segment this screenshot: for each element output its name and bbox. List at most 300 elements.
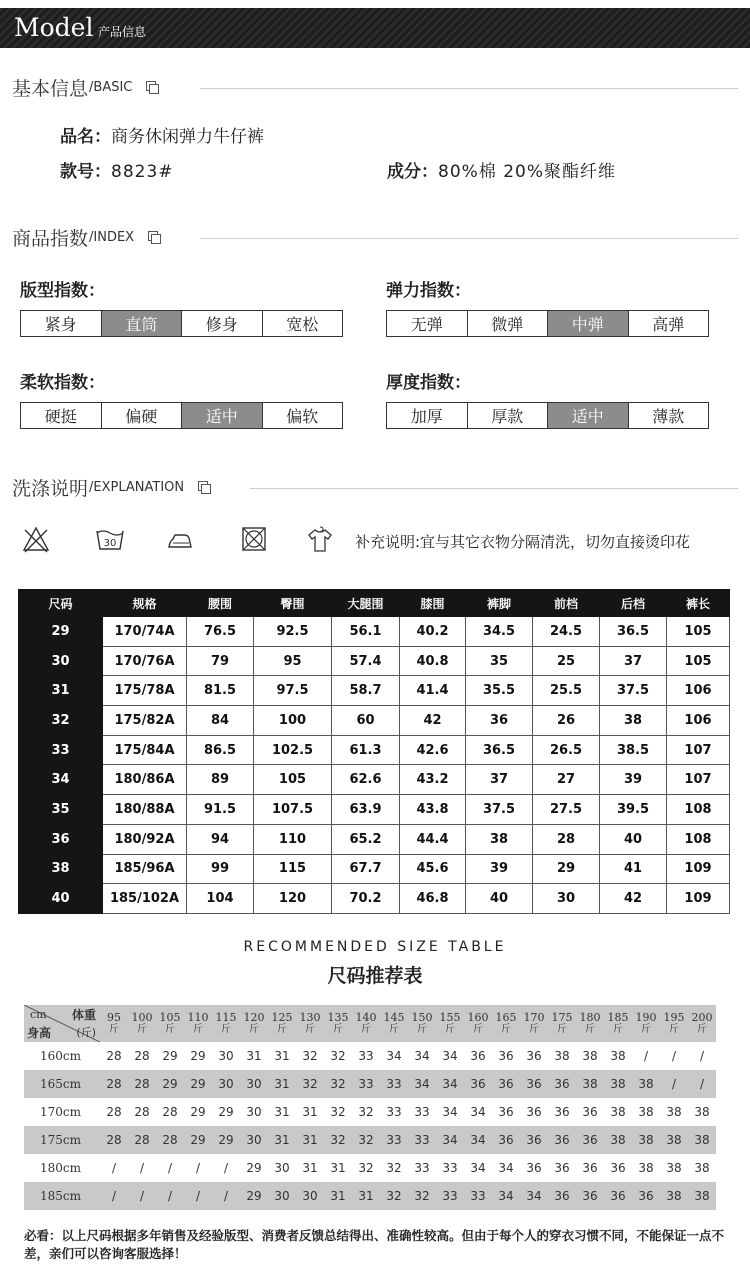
size-recommendation-cell: 36 — [548, 1126, 576, 1154]
weight-value: 145 — [383, 1010, 405, 1024]
size-recommendation-cell: 29 — [240, 1182, 268, 1210]
weight-value: 175 — [551, 1010, 573, 1024]
table-cell: 58.7 — [332, 676, 400, 706]
size-cell: 33 — [19, 735, 103, 765]
size-recommendation-cell: 38 — [604, 1126, 632, 1154]
size-cell: 32 — [19, 706, 103, 736]
size-recommendation-cell: 28 — [134, 1105, 150, 1119]
softness-option: 硬挺 — [21, 403, 102, 428]
size-recommendation-cell: 36 — [554, 1161, 570, 1175]
weight-value: 110 — [187, 1010, 209, 1024]
size-recommendation-cell: 38 — [688, 1182, 716, 1210]
header-title-cn: 产品信息 — [98, 25, 147, 39]
table-cell: 94 — [187, 824, 254, 854]
table-cell: 91.5 — [187, 795, 254, 825]
weight-header-cell — [268, 1005, 296, 1042]
weight-unit: 斤 — [249, 1023, 259, 1035]
thickness-option: 厚款 — [468, 403, 549, 428]
table-cell: 57.4 — [332, 646, 400, 676]
recommend-title-en: RECOMMENDED SIZE TABLE — [243, 939, 507, 955]
size-recommendation-cell: 38 — [582, 1049, 598, 1063]
size-table-header-cell: 尺码 — [19, 590, 103, 617]
table-cell: 175/84A — [103, 735, 187, 765]
size-recommendation-cell: 38 — [694, 1161, 710, 1175]
table-cell: 109 — [667, 884, 730, 914]
table-cell: 37.5 — [466, 795, 533, 825]
size-recommendation-cell: 38 — [666, 1105, 682, 1119]
corner-unit: cm — [30, 1008, 47, 1021]
table-cell: 70.2 — [332, 884, 400, 914]
weight-unit: 斤 — [613, 1023, 623, 1035]
table-cell: 34.5 — [466, 617, 533, 647]
table-row — [19, 706, 730, 736]
size-recommendation-cell: 32 — [324, 1070, 352, 1098]
table-cell: 105 — [667, 646, 730, 676]
no-tumble-dry-icon — [240, 525, 268, 553]
size-recommendation-cell: 33 — [358, 1049, 374, 1063]
size-recommendation-cell: 28 — [128, 1070, 156, 1098]
table-cell: 39 — [466, 854, 533, 884]
size-cell: 30 — [19, 646, 103, 676]
weight-value: 135 — [327, 1010, 349, 1024]
fit-index-label: 版型指数： — [20, 281, 105, 301]
size-recommendation-cell: 29 — [156, 1070, 184, 1098]
table-row — [19, 854, 730, 884]
weight-header-cell — [380, 1005, 408, 1042]
table-corner — [24, 1005, 100, 1042]
weight-unit: 斤 — [305, 1023, 315, 1035]
table-cell: 105 — [254, 765, 332, 795]
weight-value: 180 — [579, 1010, 601, 1024]
product-code-label: 款号： — [60, 162, 111, 182]
table-row — [19, 646, 730, 676]
size-recommendation-cell: 38 — [638, 1161, 654, 1175]
wash-title-en: /EXPLANATION — [89, 479, 185, 495]
product-name-value: 商务休闲弹力牛仔裤 — [111, 127, 264, 147]
size-recommendation-cell: / — [156, 1182, 184, 1210]
recommend-table — [24, 1005, 716, 1210]
size-recommendation-cell: 33 — [414, 1105, 430, 1119]
weight-header-cell — [520, 1005, 548, 1042]
table-cell: 175/82A — [103, 706, 187, 736]
table-cell: 95 — [254, 646, 332, 676]
size-recommendation-cell: 34 — [442, 1105, 458, 1119]
size-table-header-cell: 腰围 — [187, 590, 254, 617]
table-cell: 67.7 — [332, 854, 400, 884]
table-cell: 29 — [533, 854, 600, 884]
iron-icon — [166, 525, 194, 553]
size-recommendation-cell: 36 — [576, 1182, 604, 1210]
size-recommendation-cell: 34 — [470, 1161, 486, 1175]
size-recommendation-cell: 38 — [554, 1049, 570, 1063]
size-table-header-cell: 膝围 — [400, 590, 466, 617]
size-recommendation-cell: 33 — [442, 1161, 458, 1175]
table-row — [19, 884, 730, 914]
table-cell: 104 — [187, 884, 254, 914]
table-cell: 43.2 — [400, 765, 466, 795]
size-recommendation-cell: 33 — [352, 1070, 380, 1098]
height-cell: 170cm — [40, 1105, 82, 1119]
table-cell: 185/96A — [103, 854, 187, 884]
size-table-header — [19, 590, 730, 617]
weight-value: 105 — [159, 1010, 181, 1024]
table-cell: 76.5 — [187, 617, 254, 647]
table-cell: 41.4 — [400, 676, 466, 706]
product-name — [60, 122, 264, 147]
section-divider — [250, 488, 738, 489]
size-recommendation-cell: 30 — [212, 1070, 240, 1098]
size-recommendation-cell: / — [643, 1049, 649, 1063]
composition-value: 80%棉 20%聚酯纤维 — [438, 162, 616, 182]
weight-unit: 斤 — [389, 1023, 399, 1035]
size-recommendation-cell: / — [100, 1182, 128, 1210]
fit-option: 直筒 — [102, 311, 183, 336]
size-table-header-cell: 规格 — [103, 590, 187, 617]
weight-unit: 斤 — [193, 1023, 203, 1035]
size-recommendation-cell: 29 — [184, 1070, 212, 1098]
table-cell: 175/78A — [103, 676, 187, 706]
product-composition — [387, 157, 616, 182]
weight-header-cell — [240, 1005, 268, 1042]
size-recommendation-cell: 31 — [268, 1126, 296, 1154]
table-cell: 110 — [254, 824, 332, 854]
table-cell: 100 — [254, 706, 332, 736]
weight-unit: 斤 — [361, 1023, 371, 1035]
table-cell: 44.4 — [400, 824, 466, 854]
weight-unit: 斤 — [557, 1023, 567, 1035]
weight-value: 160 — [467, 1010, 489, 1024]
thickness-index-options — [386, 402, 709, 429]
weight-header-cell — [184, 1005, 212, 1042]
height-cell: 160cm — [40, 1049, 82, 1063]
table-cell: 170/76A — [103, 646, 187, 676]
hang-dry-icon — [306, 525, 334, 553]
table-cell: 99 — [187, 854, 254, 884]
stretch-index-label: 弹力指数： — [386, 281, 471, 301]
size-recommendation-cell: 38 — [638, 1105, 654, 1119]
recommend-table-header — [24, 1005, 716, 1042]
weight-header-cell — [604, 1005, 632, 1042]
size-recommendation-cell: 36 — [548, 1070, 576, 1098]
weight-header-cell — [464, 1005, 492, 1042]
softness-index-label: 柔软指数： — [20, 373, 105, 393]
size-recommendation-cell: 36 — [548, 1182, 576, 1210]
footnote: 必看：以上尺码根据多年销售及经验版型、消费者反馈总结得出、准确性较高。但由于每个人的穿衣习惯不同，不能保证一点不差，亲们可以咨询客服选择！ — [24, 1228, 725, 1261]
size-recommendation-cell: 28 — [128, 1126, 156, 1154]
size-recommendation-cell: / — [195, 1161, 201, 1175]
corner-weight: 体重 — [71, 1008, 96, 1022]
size-recommendation-cell: 36 — [604, 1182, 632, 1210]
weight-unit: 斤 — [417, 1023, 427, 1035]
softness-option: 偏软 — [286, 407, 319, 426]
weight-unit: 斤 — [137, 1023, 147, 1035]
size-cell: 29 — [19, 617, 103, 647]
weight-header-cell — [492, 1005, 520, 1042]
stretch-option: 高弹 — [652, 315, 685, 334]
weight-header-cell — [548, 1005, 576, 1042]
size-cell: 38 — [19, 854, 103, 884]
size-recommendation-cell: / — [184, 1182, 212, 1210]
table-cell: 42 — [600, 884, 667, 914]
basic-section-title — [12, 74, 158, 100]
size-recommendation-cell: 31 — [246, 1049, 262, 1063]
size-recommendation-cell: 34 — [408, 1070, 436, 1098]
table-row — [19, 795, 730, 825]
size-recommendation-cell: 38 — [632, 1126, 660, 1154]
size-recommendation-cell: / — [167, 1161, 173, 1175]
table-row — [24, 1070, 716, 1098]
table-cell: 40.8 — [400, 646, 466, 676]
table-cell: 84 — [187, 706, 254, 736]
table-cell: 25.5 — [533, 676, 600, 706]
size-recommendation-cell: 28 — [100, 1126, 128, 1154]
size-recommendation-cell: 33 — [408, 1126, 436, 1154]
weight-value: 115 — [215, 1010, 237, 1024]
size-recommendation-cell: 28 — [100, 1070, 128, 1098]
size-recommendation-cell: 30 — [296, 1182, 324, 1210]
size-recommendation-cell: 32 — [358, 1161, 374, 1175]
size-recommendation-cell: 32 — [330, 1105, 346, 1119]
wash-title-cn: 洗涤说明 — [12, 477, 89, 500]
table-cell: 37 — [600, 646, 667, 676]
size-recommendation-cell: 36 — [464, 1070, 492, 1098]
table-cell: 89 — [187, 765, 254, 795]
table-cell: 109 — [667, 854, 730, 884]
size-recommendation-cell: 31 — [274, 1049, 290, 1063]
size-cell: 36 — [19, 824, 103, 854]
table-cell: 36 — [466, 706, 533, 736]
size-recommendation-cell: 28 — [106, 1049, 122, 1063]
size-recommendation-cell: 36 — [520, 1070, 548, 1098]
table-cell: 35.5 — [466, 676, 533, 706]
weight-unit: 斤 — [221, 1023, 231, 1035]
table-cell: 108 — [667, 795, 730, 825]
table-row — [24, 1042, 716, 1070]
size-recommendation-cell: 38 — [660, 1126, 688, 1154]
table-cell: 107 — [667, 735, 730, 765]
size-recommendation-cell: 28 — [134, 1049, 150, 1063]
thickness-option: 加厚 — [387, 403, 468, 428]
size-recommendation-cell: 30 — [240, 1070, 268, 1098]
size-recommendation-cell: 38 — [604, 1070, 632, 1098]
table-cell: 40 — [466, 884, 533, 914]
weight-value: 125 — [271, 1010, 293, 1024]
size-recommendation-cell: 36 — [554, 1105, 570, 1119]
table-row — [19, 765, 730, 795]
size-recommendation-cell: 29 — [190, 1105, 206, 1119]
size-recommendation-cell: 33 — [380, 1070, 408, 1098]
table-cell: 105 — [667, 617, 730, 647]
table-cell: 26 — [533, 706, 600, 736]
size-recommendation-cell: 36 — [526, 1049, 542, 1063]
table-cell: 60 — [332, 706, 400, 736]
softness-option: 适中 — [182, 403, 263, 428]
product-name-label: 品名： — [60, 127, 111, 147]
size-recommendation-cell: 34 — [436, 1126, 464, 1154]
size-recommendation-cell: 36 — [492, 1126, 520, 1154]
size-recommendation-cell: 38 — [610, 1049, 626, 1063]
table-cell: 45.6 — [400, 854, 466, 884]
basic-title-en: /BASIC — [89, 79, 133, 95]
size-recommendation-cell: 28 — [106, 1105, 122, 1119]
weight-header-cell — [632, 1005, 660, 1042]
table-cell: 28 — [533, 824, 600, 854]
weight-header-cell — [660, 1005, 688, 1042]
table-row — [19, 824, 730, 854]
size-recommendation-cell: 36 — [632, 1182, 660, 1210]
size-recommendation-cell: 31 — [274, 1105, 290, 1119]
weight-header-cell — [576, 1005, 604, 1042]
size-recommendation-cell: 29 — [184, 1126, 212, 1154]
weight-value: 190 — [635, 1010, 657, 1024]
size-recommendation-cell: 38 — [610, 1105, 626, 1119]
weight-value: 200 — [691, 1010, 713, 1024]
table-cell: 180/92A — [103, 824, 187, 854]
table-cell: 102.5 — [254, 735, 332, 765]
table-cell: 39 — [600, 765, 667, 795]
table-cell: 30 — [533, 884, 600, 914]
weight-value: 95 — [107, 1010, 121, 1024]
size-recommendation-cell: 34 — [520, 1182, 548, 1210]
size-recommendation-cell: / — [671, 1049, 677, 1063]
size-recommendation-cell: 29 — [212, 1126, 240, 1154]
size-recommendation-cell: 34 — [464, 1126, 492, 1154]
size-recommendation-cell: 33 — [380, 1126, 408, 1154]
table-cell: 36.5 — [466, 735, 533, 765]
table-cell: 38.5 — [600, 735, 667, 765]
corner-jin: (斤) — [76, 1026, 96, 1039]
size-recommendation-cell: 38 — [694, 1105, 710, 1119]
fit-option: 宽松 — [286, 315, 319, 334]
weight-value: 150 — [411, 1010, 433, 1024]
table-cell: 37.5 — [600, 676, 667, 706]
weight-value: 140 — [355, 1010, 377, 1024]
table-cell: 40 — [600, 824, 667, 854]
table-cell: 56.1 — [332, 617, 400, 647]
weight-unit: 斤 — [165, 1023, 175, 1035]
weight-unit: 斤 — [473, 1023, 483, 1035]
fit-index-options — [20, 310, 343, 337]
weight-unit: 斤 — [445, 1023, 455, 1035]
table-cell: 65.2 — [332, 824, 400, 854]
size-recommendation-cell: 31 — [296, 1126, 324, 1154]
size-recommendation-cell: / — [688, 1070, 716, 1098]
size-recommendation-cell: 32 — [296, 1070, 324, 1098]
size-recommendation-cell: 33 — [464, 1182, 492, 1210]
weight-unit: 斤 — [277, 1023, 287, 1035]
weight-value: 185 — [607, 1010, 629, 1024]
wash-note: 补充说明:宜与其它衣物分隔清洗，切勿直接烫印花 — [355, 533, 691, 551]
table-cell: 26.5 — [533, 735, 600, 765]
wash-30-icon — [95, 525, 125, 553]
table-cell: 35 — [466, 646, 533, 676]
no-bleach-icon — [22, 525, 50, 553]
size-recommendation-cell: 36 — [470, 1049, 486, 1063]
weight-header-cell — [296, 1005, 324, 1042]
table-cell: 115 — [254, 854, 332, 884]
table-cell: 42 — [400, 706, 466, 736]
size-table-header-cell: 大腿围 — [332, 590, 400, 617]
size-recommendation-cell: / — [128, 1182, 156, 1210]
table-cell: 106 — [667, 706, 730, 736]
size-recommendation-cell: 31 — [352, 1182, 380, 1210]
table-cell: 46.8 — [400, 884, 466, 914]
basic-title-cn: 基本信息 — [12, 77, 89, 100]
size-recommendation-cell: 31 — [268, 1070, 296, 1098]
size-table-header-cell: 后档 — [600, 590, 667, 617]
weight-header-cell — [436, 1005, 464, 1042]
size-recommendation-cell: 32 — [352, 1126, 380, 1154]
stretch-option: 微弹 — [468, 311, 549, 336]
table-cell: 97.5 — [254, 676, 332, 706]
softness-index-options — [20, 402, 343, 429]
table-cell: 170/74A — [103, 617, 187, 647]
weight-header-cell — [156, 1005, 184, 1042]
weight-value: 195 — [663, 1010, 685, 1024]
composition-label: 成分： — [387, 162, 438, 182]
thickness-option: 适中 — [548, 403, 629, 428]
size-cell: 40 — [19, 884, 103, 914]
height-cell: 185cm — [24, 1182, 100, 1210]
height-cell: 180cm — [40, 1161, 82, 1175]
size-recommendation-cell: 30 — [240, 1126, 268, 1154]
size-recommendation-cell: 29 — [246, 1161, 262, 1175]
wash-temperature: 30 — [103, 538, 117, 549]
size-recommendation-cell: 34 — [386, 1049, 402, 1063]
table-cell: 40.2 — [400, 617, 466, 647]
table-cell: 27 — [533, 765, 600, 795]
size-recommendation-cell: 30 — [268, 1182, 296, 1210]
weight-value: 100 — [131, 1010, 153, 1024]
size-recommendation-cell: 36 — [582, 1161, 598, 1175]
size-recommendation-cell: 32 — [408, 1182, 436, 1210]
weight-unit: 斤 — [585, 1023, 595, 1035]
header-title-en: Model — [14, 13, 94, 42]
size-recommendation-cell: 36 — [498, 1105, 514, 1119]
size-recommendation-cell: 30 — [274, 1161, 290, 1175]
copy-icon — [148, 231, 160, 243]
size-recommendation-cell: 30 — [218, 1049, 234, 1063]
table-cell: 61.3 — [332, 735, 400, 765]
weight-header-cell — [408, 1005, 436, 1042]
table-cell: 106 — [667, 676, 730, 706]
size-recommendation-cell: 38 — [576, 1070, 604, 1098]
index-section-title — [12, 224, 160, 250]
table-row — [19, 617, 730, 647]
size-recommendation-cell: 31 — [302, 1105, 318, 1119]
size-recommendation-cell: 36 — [498, 1049, 514, 1063]
section-divider — [200, 238, 738, 239]
weight-header-cell — [352, 1005, 380, 1042]
table-cell: 180/88A — [103, 795, 187, 825]
size-recommendation-cell: 34 — [470, 1105, 486, 1119]
table-cell: 37 — [466, 765, 533, 795]
size-recommendation-cell: 34 — [492, 1182, 520, 1210]
table-cell: 180/86A — [103, 765, 187, 795]
weight-unit: 斤 — [669, 1023, 679, 1035]
size-recommendation-cell: 30 — [246, 1105, 262, 1119]
recommend-title-cn: 尺码推荐表 — [327, 965, 423, 987]
corner-height: 身高 — [27, 1026, 52, 1040]
size-cell: 35 — [19, 795, 103, 825]
table-cell: 120 — [254, 884, 332, 914]
weight-header-cell — [128, 1005, 156, 1042]
size-recommendation-cell: 31 — [330, 1161, 346, 1175]
stretch-option: 中弹 — [548, 311, 629, 336]
size-recommendation-cell: 34 — [436, 1070, 464, 1098]
table-row — [24, 1126, 716, 1154]
weight-header-cell — [212, 1005, 240, 1042]
